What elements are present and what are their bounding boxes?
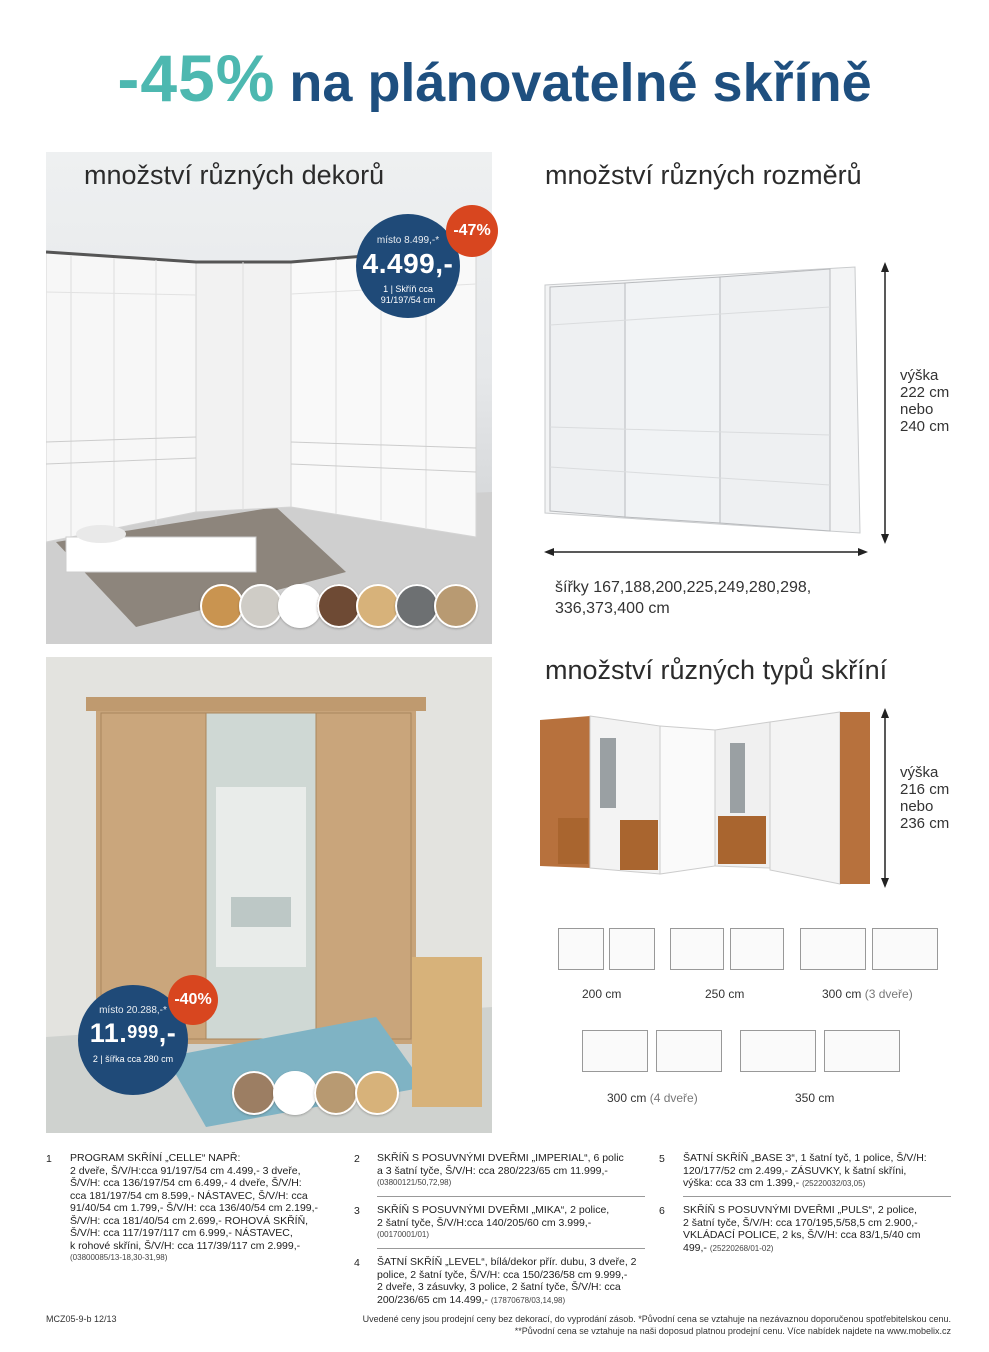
desc-line: 2 dveře, 3 zásuvky, 3 police, 2 šatní tyče, Š/V/H: cca (377, 1281, 621, 1293)
size-label-200 (582, 987, 621, 1001)
desc-line: VKLÁDACÍ POLICE, 2 ks, Š/V/H: cca 83/1,5/40 cm (683, 1229, 921, 1241)
desc-line: SKŘÍŇ S POSUVNÝMI DVEŘMI „MIKA“, 2 police, (377, 1204, 610, 1216)
headline-text: na plánovatelné skříně (289, 53, 872, 113)
desc-line: 120/177/52 cm 2.499,- ZÁSUVKY, k šatní skříni, (683, 1164, 907, 1177)
desc-line: 2 šatní tyče, Š/V/H: cca 170/195,5/58,5 cm 2.900,- (683, 1216, 918, 1229)
desc-line: k rohové skříni, Š/V/H: cca 117/39/117 cm 2.999,- (70, 1239, 301, 1252)
height-line: nebo (900, 401, 934, 418)
mini-wardrobe-sketch (730, 928, 784, 970)
decor-swatch (273, 1071, 317, 1115)
discount-badge-1: -47% (446, 205, 498, 257)
height-arrow-2 (878, 708, 892, 888)
height-line: 222 cm (900, 384, 950, 401)
size-label-300-3 (822, 987, 913, 1001)
size-note: (4 dveře) (649, 1091, 698, 1105)
desc-line: a 3 šatní tyče, Š/V/H: cca 280/223/65 cm 11.999,- (377, 1164, 608, 1177)
desc-line: 2 dveře, Š/V/H:cca 91/197/54 cm 4.499,- 3 dveře, (70, 1164, 301, 1177)
decor-swatch (434, 584, 478, 628)
size-note: (3 dveře) (864, 987, 913, 1001)
product-desc-2 (377, 1152, 645, 1190)
desc-line: police, 2 šatní tyče, Š/V/H: cca 150/236/58 cm 9.999,- (377, 1268, 628, 1281)
walk-in-wardrobe-diagram (540, 708, 870, 888)
size-main: 250 cm (705, 987, 745, 1001)
types-height (900, 764, 949, 832)
desc-line: 91/40/54 cm 1.799,- Š/V/H: cca 136/40/54 cm 2.199,- (70, 1202, 319, 1214)
height-line: 240 cm (900, 418, 950, 435)
price-badge-1 (356, 214, 460, 318)
product-desc-4 (377, 1256, 657, 1307)
item-number: 3 (354, 1205, 360, 1217)
divider (683, 1196, 951, 1197)
width-line: 336,373,400 cm (555, 600, 670, 617)
divider (377, 1248, 645, 1249)
price-note-1: Uvedené ceny jsou prodejní ceny bez dekorací, do vyprodání zásob. *Původní cena se vztahuje na nezávaznou doporučenou spotřebitelskou cenu. (362, 1314, 951, 1324)
product-desc-1 (70, 1152, 340, 1265)
size-label-250 (705, 987, 744, 1001)
price-main: 11. (89, 1018, 128, 1048)
types-title: množství různých typů skříní (545, 655, 888, 685)
size-main: 300 cm (607, 1091, 647, 1105)
height-line: výška (900, 367, 939, 384)
desc-line: výška: cca 33 cm 1.399,- (683, 1177, 800, 1189)
product-desc-5 (683, 1152, 953, 1191)
headline-percent: -45% (117, 41, 276, 115)
decor-swatch (355, 1071, 399, 1115)
old-price: místo 20.288,-* (99, 1005, 167, 1016)
sliding-wardrobe-diagram (530, 255, 870, 575)
desc-line: SKŘÍŇ S POSUVNÝMI DVEŘMI „IMPERIAL“, 6 polic (377, 1152, 624, 1164)
desc-line: Š/V/H: cca 117/197/117 cm 6.999,- NÁSTAVEC, (70, 1227, 293, 1239)
panel1-title: množství různých dekorů (84, 160, 385, 190)
desc-line: cca 181/197/54 cm 8.599,- NÁSTAVEC, Š/V/H: cca (70, 1189, 308, 1202)
desc-line: SKŘÍŇ S POSUVNÝMI DVEŘMI „PULS“, 2 police, (683, 1204, 917, 1216)
price (78, 1018, 188, 1049)
badge-desc-line2: 91/197/54 cm (380, 295, 436, 305)
product-desc-3 (377, 1204, 645, 1242)
item-number: 4 (354, 1257, 360, 1269)
decor-swatches-2 (232, 1071, 432, 1117)
height-line: nebo (900, 798, 934, 815)
size-main: 350 cm (795, 1091, 835, 1105)
mini-wardrobe-sketch (740, 1030, 816, 1072)
decor-swatch (395, 584, 439, 628)
product-code: (03800085/13-18,30-31,98) (70, 1253, 168, 1262)
size-main: 300 cm (822, 987, 862, 1001)
product-code: (25220268/01-02) (709, 1243, 774, 1253)
catalog-code: MCZ05-9-b 12/13 (46, 1314, 117, 1324)
decor-swatch (356, 584, 400, 628)
height-arrow-1 (878, 262, 892, 544)
badge-desc: 2 | šířka cca 280 cm (92, 1054, 174, 1064)
desc-line: ŠATNÍ SKŘÍŇ „LEVEL“, bílá/dekor přír. dubu, 3 dveře, 2 (377, 1256, 637, 1268)
item-number: 2 (354, 1153, 360, 1165)
mini-wardrobe-sketch (824, 1030, 900, 1072)
height-line: 216 cm (900, 781, 950, 798)
decor-swatch (278, 584, 322, 628)
mini-wardrobe-sketch (872, 928, 938, 970)
size-label-300-4 (607, 1091, 698, 1105)
desc-line: Š/V/H: cca 181/40/54 cm 2.699,- ROHOVÁ SKŘÍŇ, (70, 1214, 309, 1227)
discount-badge-2: -40% (168, 975, 218, 1025)
mini-wardrobe-sketch (656, 1030, 722, 1072)
price-end: ,- (158, 1018, 177, 1048)
sizes-height (900, 367, 949, 435)
product-code: (03800121/50,72,98) (377, 1178, 452, 1187)
mini-wardrobe-sketch (670, 928, 724, 970)
item-number: 6 (659, 1205, 665, 1217)
item-number: 1 (46, 1153, 52, 1165)
headline (0, 40, 989, 116)
width-line: šířky 167,188,200,225,249,280,298, (555, 579, 812, 596)
item-number: 5 (659, 1153, 665, 1165)
size-label-350 (795, 1091, 834, 1105)
desc-line: Š/V/H: cca 136/197/54 cm 6.499,- 4 dveře, Š/V/H: (70, 1177, 302, 1189)
decor-swatch (200, 584, 244, 628)
mini-wardrobe-sketch (800, 928, 866, 970)
product-desc-6 (683, 1204, 953, 1255)
size-main: 200 cm (582, 987, 622, 1001)
price-sup: 999 (127, 1022, 159, 1042)
mini-wardrobe-sketch (609, 928, 655, 970)
decor-swatch (239, 584, 283, 628)
mini-wardrobe-sketch (582, 1030, 648, 1072)
decor-swatch (317, 584, 361, 628)
desc-line: PROGRAM SKŘÍNÍ „CELLE“ NAPŘ: (70, 1152, 241, 1164)
mini-wardrobe-sketch (558, 928, 604, 970)
product-code: (17870678/03,14,98) (490, 1295, 566, 1305)
desc-line: 200/236/65 cm 14.499,- (377, 1293, 488, 1306)
product-code: (25220032/03,05) (802, 1179, 866, 1188)
height-line: výška (900, 764, 939, 781)
decor-swatch (232, 1071, 276, 1115)
decor-swatch (314, 1071, 358, 1115)
badge-desc-line1: 1 | Skříň cca (383, 284, 433, 294)
sizes-widths (555, 577, 811, 619)
sizes-title: množství různých rozměrů (545, 160, 862, 190)
height-line: 236 cm (900, 815, 950, 832)
desc-line: ŠATNÍ SKŘÍŇ „BASE 3“, 1 šatní tyč, 1 police, Š/V/H: (683, 1152, 927, 1164)
old-price: místo 8.499,-* (376, 235, 440, 246)
product-code: (00170001/01) (377, 1230, 430, 1239)
decor-swatches-1 (200, 584, 490, 630)
price-note-2: **Původní cena se vztahuje na naši doposud platnou prodejní cenu. Více nabídek najdete na www.mobelix.cz (514, 1326, 951, 1336)
price: 4.499,- (362, 248, 454, 279)
divider (377, 1196, 645, 1197)
desc-line: 2 šatní tyče, Š/V/H:cca 140/205/60 cm 3.999,- (377, 1216, 592, 1229)
desc-line: 499,- (683, 1241, 707, 1254)
